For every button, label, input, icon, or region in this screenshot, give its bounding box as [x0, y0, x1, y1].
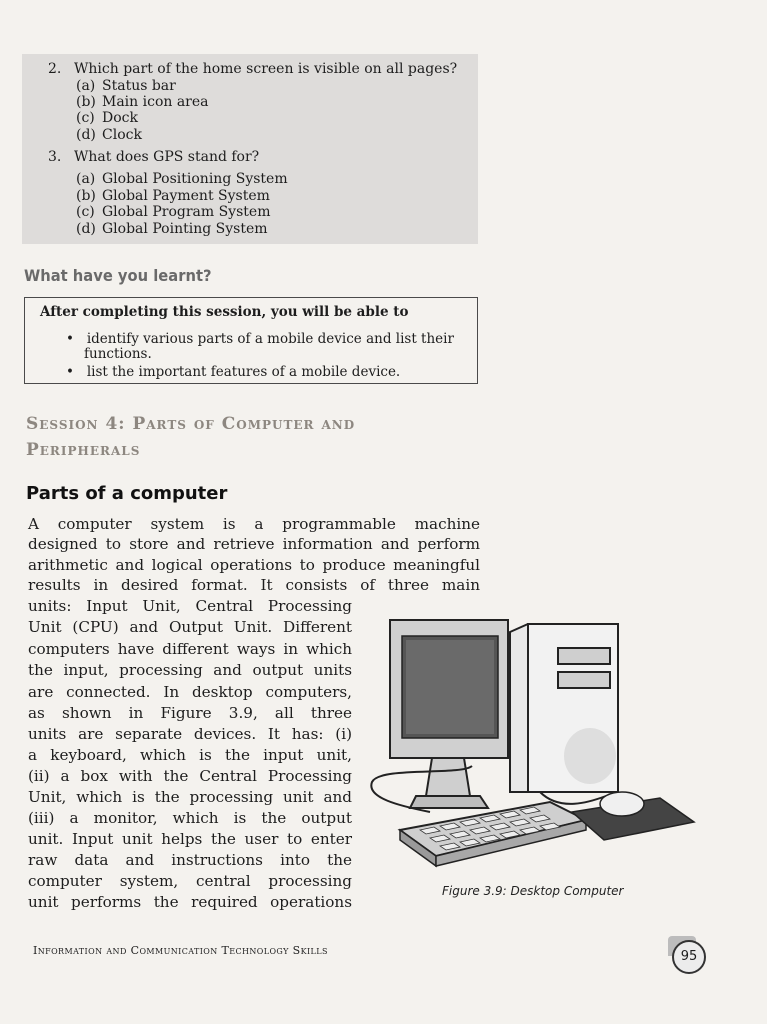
question-number: 3.: [48, 149, 62, 165]
footer-book-title: Information and Communication Technology Skills: [33, 944, 328, 957]
learning-outcome-bullet-continued: functions.: [84, 346, 152, 362]
session-title: Session 4: Parts of Computer and: [26, 414, 356, 434]
paragraph-line: unit performs the required operations: [28, 893, 352, 911]
mouse: [572, 792, 694, 840]
bullet-text: list the important features of a mobile device.: [86, 364, 401, 380]
option-text: Status bar: [102, 78, 176, 94]
paragraph-line: computer system, central processing: [28, 872, 352, 890]
option-label: (a): [76, 171, 96, 187]
option-label: (b): [76, 188, 96, 204]
section-heading: Parts of a computer: [26, 483, 228, 504]
quiz-option: [76, 221, 268, 238]
learning-outcome-bullet: • list the important features of a mobile device.: [66, 364, 401, 380]
question-number: 2.: [48, 61, 62, 77]
quiz-question: [48, 149, 259, 166]
option-text: Main icon area: [102, 94, 209, 110]
option-text: Dock: [102, 110, 138, 126]
paragraph-line: units: Input Unit, Central Processing: [28, 597, 352, 615]
option-label: (b): [76, 94, 96, 110]
option-text: Clock: [102, 127, 142, 143]
option-text: Global Positioning System: [102, 171, 288, 187]
learning-outcome-bullet: • identify various parts of a mobile device and list their: [66, 331, 454, 347]
option-label: (c): [76, 204, 95, 220]
page-number: 95: [672, 940, 706, 974]
learning-outcomes-intro: After completing this session, you will be able to: [40, 304, 409, 320]
quiz-option: [76, 188, 270, 205]
paragraph-line: the input, processing and output units: [28, 661, 352, 679]
session-title-continued: Peripherals: [26, 440, 141, 460]
paragraph-line: units are separate devices. It has: (i): [28, 725, 352, 743]
quiz-option: [76, 204, 270, 221]
monitor: [390, 620, 508, 808]
paragraph-line: Unit, which is the processing unit and: [28, 788, 352, 806]
cpu-tower: [510, 624, 618, 792]
option-text: Global Program System: [102, 204, 271, 220]
paragraph-line: raw data and instructions into the: [28, 851, 352, 869]
quiz-option: [76, 94, 209, 111]
question-text: What does GPS stand for?: [74, 149, 260, 165]
option-label: (d): [76, 127, 96, 143]
paragraph-line: a keyboard, which is the input unit,: [28, 746, 352, 764]
paragraph-line: (ii) a box with the Central Processing: [28, 767, 352, 785]
paragraph-line: computers have different ways in which: [28, 640, 352, 658]
option-label: (c): [76, 110, 95, 126]
quiz-option: [76, 78, 176, 95]
paragraph-line: Unit (CPU) and Output Unit. Different: [28, 618, 352, 636]
quiz-option: [76, 110, 138, 127]
paragraph-line: unit. Input unit helps the user to enter: [28, 830, 352, 848]
paragraph-line: arithmetic and logical operations to produce meaningful: [28, 556, 480, 574]
paragraph-line: are connected. In desktop computers,: [28, 683, 352, 701]
paragraph-line: designed to store and retrieve information and perform: [28, 535, 480, 553]
option-text: Global Pointing System: [102, 221, 268, 237]
paragraph-line: as shown in Figure 3.9, all three: [28, 704, 352, 722]
quiz-option: [76, 127, 142, 144]
desktop-computer-illustration: [360, 616, 700, 878]
paragraph-line: A computer system is a programmable machine: [28, 515, 480, 533]
quiz-option: [76, 171, 288, 188]
paragraph-line: results in desired format. It consists of three main: [28, 576, 480, 594]
option-label: (a): [76, 78, 96, 94]
option-label: (d): [76, 221, 96, 237]
learnt-heading: What have you learnt?: [24, 266, 212, 285]
figure-caption: Figure 3.9: Desktop Computer: [442, 884, 624, 898]
bullet-text: identify various parts of a mobile device and list their: [86, 331, 454, 347]
question-text: Which part of the home screen is visible on all pages?: [74, 61, 458, 77]
paragraph-line: (iii) a monitor, which is the output: [28, 809, 352, 827]
quiz-question: [48, 61, 457, 78]
option-text: Global Payment System: [102, 188, 270, 204]
